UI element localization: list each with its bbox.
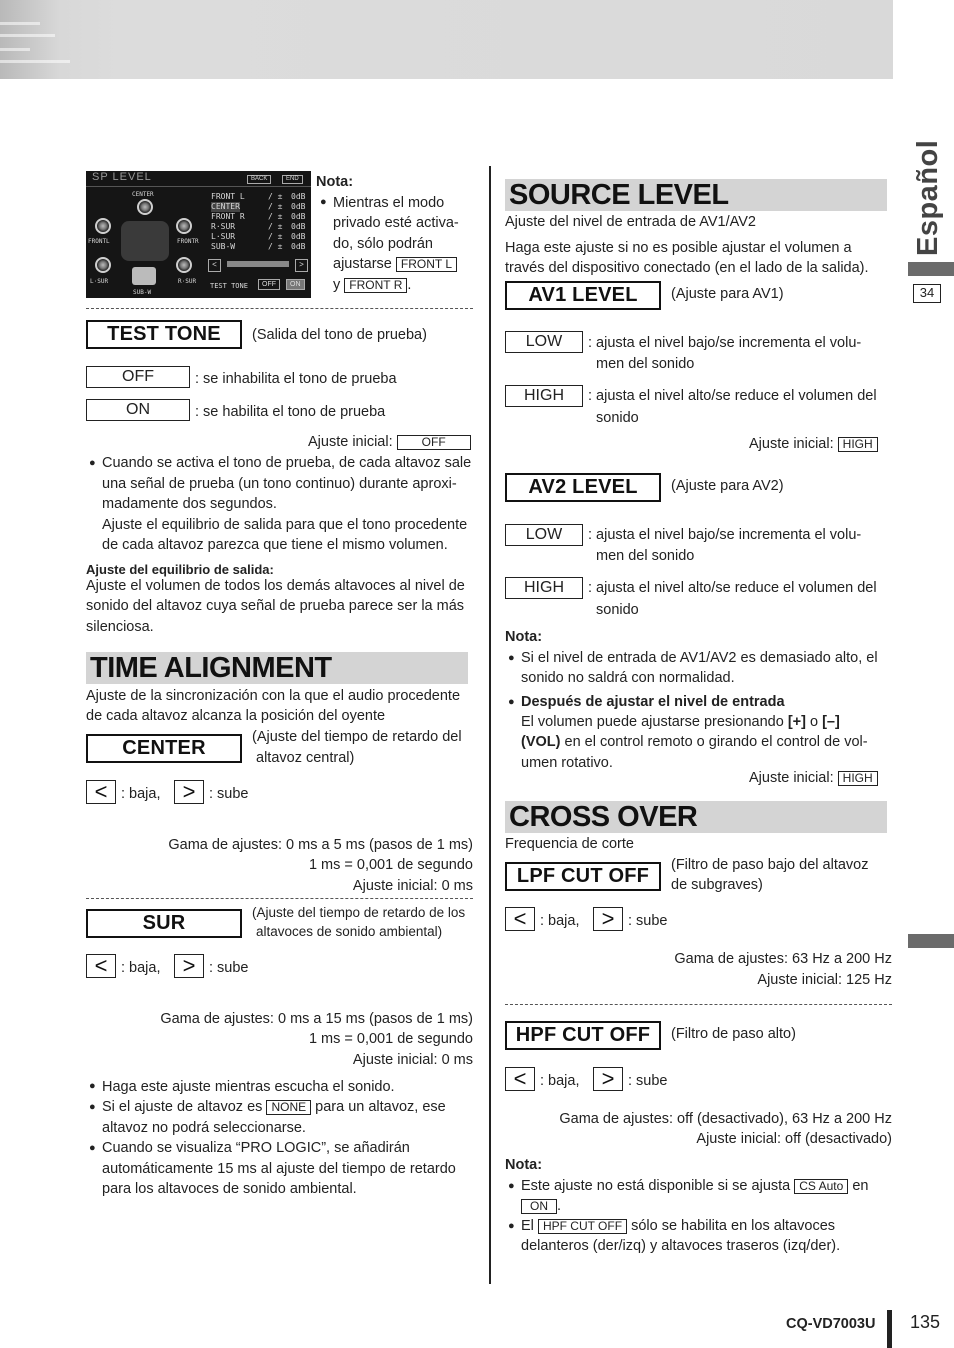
body-line: Este ajuste no está disponible si se ajusta CS Auto en: [521, 1178, 869, 1194]
body-line: umen rotativo.: [521, 755, 613, 771]
channel-row: SUB-W / ± 0dB: [211, 242, 306, 251]
on-desc: : se habilita el tono de prueba: [195, 404, 386, 420]
ms-text: 1 ms = 0,001 de segundo: [308, 857, 473, 873]
time-alignment-heading: TIME ALIGNMENT: [86, 652, 468, 684]
body-line: delanteros (der/izq) y altavoces traseros (izq/der).: [521, 1238, 841, 1254]
header-band: [0, 0, 893, 79]
speaker-knob-icon: [137, 199, 153, 215]
right-arrow-icon: >: [593, 907, 623, 931]
screen-end-button: END: [282, 175, 303, 184]
baja-label: : baja,: [121, 786, 161, 802]
high-desc: : ajusta el nivel alto/se reduce el volumen del: [588, 388, 877, 404]
body-line: Ajuste del nivel de entrada de AV1/AV2: [505, 214, 756, 230]
bullet-icon: ●: [508, 652, 515, 664]
body-line: Cuando se activa el tono de prueba, de cada altavoz sale: [102, 455, 472, 471]
cs-auto-box: CS Auto: [794, 1179, 848, 1194]
screen-right-arrow-icon: >: [295, 259, 308, 272]
lpf-cut-off-label: LPF CUT OFF: [505, 862, 661, 891]
high-option: HIGH: [505, 385, 583, 407]
center-label: CENTER: [86, 734, 242, 763]
front-r-box: FRONT R: [344, 278, 407, 293]
bullet-icon: ●: [320, 196, 327, 208]
av1-desc: (Ajuste para AV1): [671, 286, 784, 302]
low-desc: : ajusta el nivel bajo/se incrementa el volu-: [588, 335, 862, 351]
nota-title: Nota:: [505, 629, 543, 645]
hpf-desc: (Filtro de paso alto): [671, 1026, 796, 1042]
nota-title: Nota:: [505, 1157, 543, 1173]
nota-line: privado esté activa-: [333, 215, 459, 231]
source-level-heading: SOURCE LEVEL: [505, 179, 887, 211]
baja-label: : baja,: [121, 960, 161, 976]
body-line: Si el nivel de entrada de AV1/AV2 es demasiado alto, el: [521, 650, 878, 666]
sube-label: : sube: [628, 1073, 668, 1089]
av2-desc: (Ajuste para AV2): [671, 478, 784, 494]
bullet-icon: ●: [508, 696, 515, 708]
channel-row: CENTER / ± 0dB: [211, 202, 306, 211]
av1-level-label: AV1 LEVEL: [505, 281, 661, 310]
initial-setting: Ajuste inicial: HIGH: [749, 768, 878, 789]
range-text: Gama de ajustes: off (desactivado), 63 Hz a 200 Hz: [559, 1111, 892, 1127]
divider: [505, 1004, 892, 1005]
ms-text: 1 ms = 0,001 de segundo: [308, 1031, 473, 1047]
body-line: de cada altavoz alcanza la posición del oyente: [86, 708, 386, 724]
sur-desc: altavoces de sonido ambiental): [256, 924, 443, 939]
speaker-label-lsur: L·SUR: [90, 278, 109, 285]
body-line: Si el ajuste de altavoz es NONE para un altavoz, ese: [102, 1099, 446, 1115]
low-option: LOW: [505, 331, 583, 353]
bullet-icon: ●: [89, 1101, 96, 1113]
high-desc: sonido: [596, 410, 639, 426]
channel-row: FRONT R / ± 0dB: [211, 212, 306, 221]
model-number: CQ-VD7003U: [786, 1316, 876, 1332]
body-line: automáticamente 15 ms al ajuste del tiempo de retardo: [102, 1161, 456, 1177]
center-desc: (Ajuste del tiempo de retardo del: [252, 729, 462, 745]
bullet-icon: ●: [89, 1080, 96, 1092]
body-line: Frequencia de corte: [505, 836, 634, 852]
body-line: través del dispositivo conectado (en el lado de la salida).: [505, 260, 869, 276]
body-line: Haga este ajuste si no es posible ajustar el volumen a: [505, 240, 852, 256]
sidebar-language-label: Español: [912, 139, 944, 256]
nota-title: Nota:: [316, 174, 354, 190]
column-divider: [489, 166, 491, 1284]
initial-setting: Ajuste inicial: HIGH: [749, 434, 878, 455]
body-line: sonido del altavoz cuya señal de prueba parece ser la más: [86, 598, 465, 614]
hpf-cut-off-box: HPF CUT OFF: [538, 1219, 627, 1234]
initial-setting: Ajuste inicial: 125 Hz: [757, 972, 892, 988]
body-line: Cuando se visualiza “PRO LOGIC”, se añadirán: [102, 1140, 410, 1156]
channel-row: FRONT L / ± 0dB: [211, 192, 306, 201]
nota-line: do, sólo podrán: [333, 236, 433, 252]
av2-level-label: AV2 LEVEL: [505, 473, 661, 502]
screen-test-tone-label: TEST TONE: [210, 282, 248, 290]
initial-value-box: HIGH: [838, 437, 878, 452]
body-line: madamente dos segundos.: [102, 496, 277, 512]
baja-label: : baja,: [540, 913, 580, 929]
body-line: Ajuste el volumen de todos los demás altavoces al nivel de: [86, 578, 465, 594]
divider: [86, 898, 473, 899]
right-arrow-icon: >: [174, 954, 204, 978]
channel-row: L·SUR / ± 0dB: [211, 232, 306, 241]
screen-off-button: OFF: [258, 279, 280, 290]
body-line: El HPF CUT OFF sólo se habilita en los altavoces: [521, 1218, 836, 1234]
bullet-icon: ●: [508, 1180, 515, 1192]
test-tone-label: TEST TONE: [86, 320, 242, 349]
high-desc: : ajusta el nivel alto/se reduce el volumen del: [588, 580, 877, 596]
baja-label: : baja,: [540, 1073, 580, 1089]
front-l-box: FRONT L: [396, 257, 457, 272]
range-text: Gama de ajustes: 63 Hz a 200 Hz: [674, 951, 892, 967]
off-desc: : se inhabilita el tono de prueba: [195, 371, 397, 387]
center-desc: altavoz central): [256, 750, 355, 766]
body-line: Ajuste de la sincronización con la que el audio procedente: [86, 688, 461, 704]
bullet-icon: ●: [89, 457, 96, 469]
sidebar-page-number: 34: [913, 284, 941, 303]
none-box: NONE: [266, 1100, 311, 1115]
body-line: (VOL) en el control remoto o girando el control de vol-: [521, 734, 868, 750]
screen-title: SP LEVEL: [92, 171, 152, 183]
on-box: ON: [521, 1199, 557, 1214]
nota-line: Mientras el modo: [333, 195, 445, 211]
nota-line: ajustarse FRONT L: [333, 254, 457, 275]
test-tone-desc: (Salida del tono de prueba): [252, 327, 427, 343]
sidebar-tab-bar: [908, 262, 954, 276]
speaker-knob-icon: [95, 257, 111, 273]
speaker-label-frontl: FRONTL: [88, 238, 110, 245]
initial-setting: Ajuste inicial: 0 ms: [352, 878, 473, 894]
nota-line: y FRONT R .: [333, 277, 412, 293]
body-line: para los altavoces de sonido ambiental.: [102, 1181, 357, 1197]
low-option: LOW: [505, 524, 583, 546]
body-line: Haga este ajuste mientras escucha el sonido.: [102, 1079, 395, 1095]
high-desc: sonido: [596, 602, 639, 618]
car-seat-icon: [121, 221, 169, 261]
bullet-icon: ●: [89, 1142, 96, 1154]
body-line: altavoz no podrá seleccionarse.: [102, 1120, 306, 1136]
channel-row: R·SUR / ± 0dB: [211, 222, 306, 231]
lpf-desc: (Filtro de paso bajo del altavoz: [671, 857, 869, 873]
sur-label: SUR: [86, 909, 242, 938]
right-arrow-icon: >: [174, 780, 204, 804]
screen-left-arrow-icon: <: [208, 259, 221, 272]
speaker-label-center: CENTER: [132, 191, 154, 198]
sube-label: : sube: [628, 913, 668, 929]
divider: [86, 308, 473, 309]
sidebar-tab-bar-lower: [908, 934, 954, 948]
body-line: una señal de prueba (un tono continuo) durante aproxi-: [102, 476, 457, 492]
speaker-knob-icon: [176, 218, 192, 234]
off-option: OFF: [86, 366, 190, 388]
sp-level-screen: [86, 171, 311, 298]
body-line: Después de ajustar el nivel de entrada: [521, 694, 785, 710]
hpf-cut-off-label: HPF CUT OFF: [505, 1021, 661, 1050]
range-text: Gama de ajustes: 0 ms a 5 ms (pasos de 1 ms): [168, 837, 473, 853]
initial-value-box: OFF: [397, 435, 471, 450]
body-line: El volumen puede ajustarse presionando [+] o [–]: [521, 714, 840, 730]
page-number: 135: [910, 1312, 941, 1332]
left-arrow-icon: <: [505, 1067, 535, 1091]
initial-setting: Ajuste inicial: 0 ms: [352, 1052, 473, 1068]
balance-title: Ajuste del equilibrio de salida:: [86, 562, 274, 577]
level-slider: [227, 261, 289, 267]
subwoofer-icon: [132, 267, 156, 285]
sur-desc: (Ajuste del tiempo de retardo de los: [252, 905, 466, 920]
body-line: Ajuste el equilibrio de salida para que el tono procedente: [102, 517, 468, 533]
sube-label: : sube: [209, 786, 249, 802]
footer-bar: [887, 1310, 892, 1348]
screen-back-button: BACK: [247, 175, 271, 184]
on-option: ON: [86, 399, 190, 421]
left-arrow-icon: <: [86, 954, 116, 978]
body-line: ON .: [521, 1196, 561, 1217]
low-desc: : ajusta el nivel bajo/se incrementa el volu-: [588, 527, 862, 543]
sube-label: : sube: [209, 960, 249, 976]
speaker-label-frontr: FRONTR: [177, 238, 199, 245]
body-line: sonido no saldrá con normalidad.: [521, 670, 735, 686]
initial-setting: Ajuste inicial: OFF: [308, 432, 471, 453]
screen-on-button: ON: [286, 279, 305, 290]
left-arrow-icon: <: [86, 780, 116, 804]
lpf-desc: de subgraves): [671, 877, 763, 893]
initial-setting: Ajuste inicial: off (desactivado): [696, 1131, 892, 1147]
speaker-label-rsur: R·SUR: [178, 278, 197, 285]
right-arrow-icon: >: [593, 1067, 623, 1091]
low-desc: men del sonido: [596, 356, 695, 372]
initial-value-box: HIGH: [838, 771, 878, 786]
speaker-label-subw: SUB-W: [133, 289, 152, 296]
bullet-icon: ●: [508, 1220, 515, 1232]
sidebar-language-tab: [908, 139, 954, 256]
high-option: HIGH: [505, 577, 583, 599]
range-text: Gama de ajustes: 0 ms a 15 ms (pasos de 1 ms): [160, 1011, 473, 1027]
speaker-knob-icon: [176, 257, 192, 273]
low-desc: men del sonido: [596, 548, 695, 564]
left-arrow-icon: <: [505, 907, 535, 931]
cross-over-heading: CROSS OVER: [505, 801, 887, 833]
body-line: de cada altavoz parezca que tiene el mismo volumen.: [102, 537, 448, 553]
speaker-knob-icon: [95, 218, 111, 234]
body-line: silenciosa.: [86, 619, 154, 635]
